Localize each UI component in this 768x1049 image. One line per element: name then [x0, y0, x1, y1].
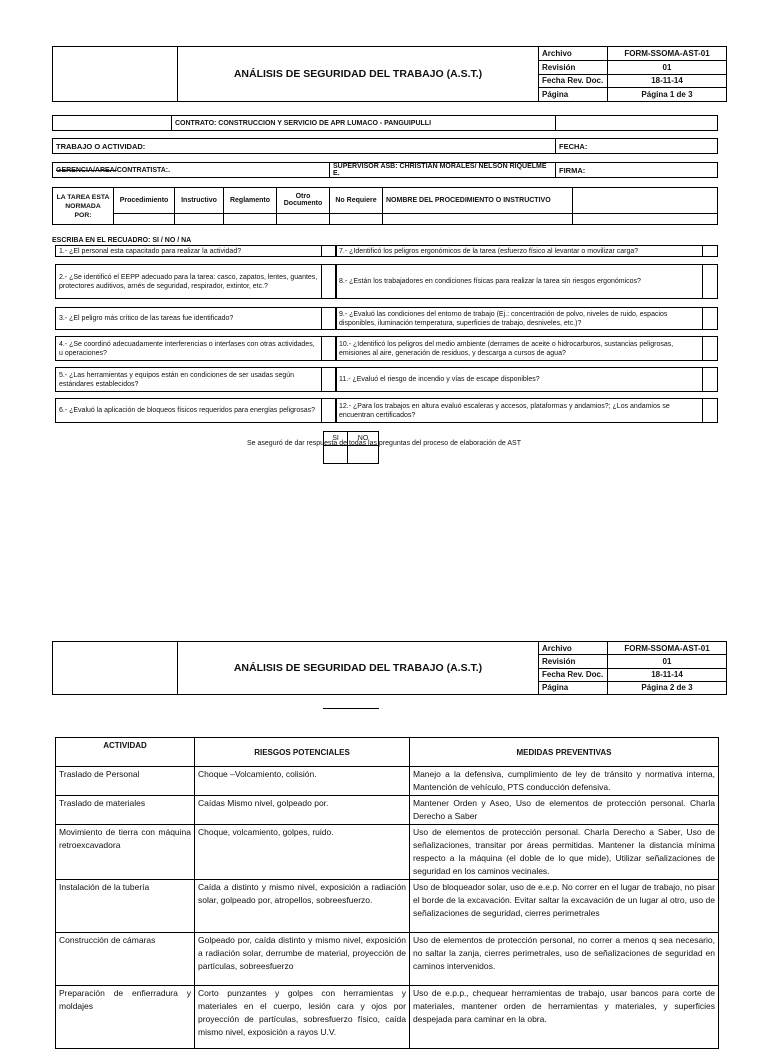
- file-label-2: Archivo: [539, 642, 608, 655]
- question-12: 12.- ¿Para los trabajos en altura evaluó escaleras y accesos, plataformas y andamios?; ¿Los andamios se encuentran certificados?: [336, 399, 703, 423]
- risks-cell: Corto punzantes y golpes con herramientas y materiales en el cuerpo, lesión cara y ojos por proyección de partículas, sobresfuerzo físico, caída mismo nivel, exposición a rayos U.V.: [195, 986, 410, 1049]
- instruction-text: ESCRIBA EN EL RECUADRO: SI / NO / NA: [52, 237, 192, 244]
- answer-7[interactable]: [703, 246, 718, 257]
- date-label[interactable]: FECHA:: [556, 139, 718, 154]
- file-value-2: FORM-SSOMA-AST-01: [608, 642, 727, 655]
- answer-11[interactable]: [703, 368, 718, 392]
- logo-placeholder-2: [53, 642, 178, 695]
- activity-cell: Preparación de enfierradura y moldajes: [56, 986, 195, 1049]
- answer-12[interactable]: [703, 399, 718, 423]
- form-header-page-1: [52, 46, 727, 102]
- question-11: 11.- ¿Evaluó el riesgo de incendio y vías de escape disponibles?: [336, 368, 703, 392]
- revision-value-2: 01: [608, 655, 727, 668]
- revision-label-2: Revisión: [539, 655, 608, 668]
- work-row: [52, 138, 718, 154]
- col-not-required: No Requiere: [330, 188, 383, 214]
- questions-right: [335, 245, 718, 257]
- measures-cell: Mantener Orden y Aseo, Uso de elementos de protección personal. Charla Derecho a Saber: [410, 796, 719, 825]
- check-regulation[interactable]: [224, 213, 277, 224]
- confirmation-text: Se aseguró de dar respuesta de todas las preguntas del proceso de elaboración de AST: [247, 440, 521, 447]
- management-struck-label: GERENCIA/AREA/: [56, 166, 117, 174]
- table-row: [56, 880, 719, 933]
- date-rev-label-2: Fecha Rev. Doc.: [539, 668, 608, 681]
- question-7: 7.- ¿Identificó los peligros ergonómicos de la tarea (esfuerzo físico al levantar o movilizar carga?: [336, 246, 703, 257]
- question-5: 5.- ¿Las herramientas y equipos están en condiciones de ser usadas según estándares establecidos?: [56, 368, 322, 392]
- measures-cell: Uso de e.p.p., chequear herramientas de trabajo, usar bancos para corte de materiales, mantener orden de herramientas y materiales, y superficies despejada para caminar en la obra.: [410, 986, 719, 1049]
- table-row: [56, 986, 719, 1049]
- management-row: [52, 162, 718, 178]
- risk-table: [55, 737, 719, 1049]
- col-procedure-name: NOMBRE DEL PROCEDIMIENTO O INSTRUCTIVO: [383, 188, 573, 214]
- contract-row: [52, 115, 718, 131]
- normed-question: LA TAREA ESTA NORMADA POR:: [53, 188, 114, 225]
- procedure-name-input[interactable]: [383, 213, 573, 224]
- revision-value: 01: [608, 60, 727, 74]
- header-risks: RIESGOS POTENCIALES: [195, 738, 410, 767]
- risks-cell: Choque –Volcamiento, colisión.: [195, 767, 410, 796]
- activity-cell: Instalación de la tubería: [56, 880, 195, 933]
- form-header-page-2: [52, 641, 727, 695]
- contract-extra-cell[interactable]: [556, 116, 718, 131]
- question-8: 8.- ¿Están los trabajadores en condiciones físicas para realizar la tarea sin riesgos ergonómicos?: [336, 265, 703, 299]
- table-row: [56, 933, 719, 986]
- signature-label[interactable]: FIRMA:: [556, 163, 718, 178]
- page-value: Página 1 de 3: [608, 88, 727, 102]
- risks-cell: Caídas Mismo nivel, golpeado por.: [195, 796, 410, 825]
- answer-9[interactable]: [703, 308, 718, 330]
- measures-cell: Uso de elementos de protección personal. Charla Derecho a Saber, Uso de señalizaciones, transitar por áreas permitidas. Mantener la distancia mínima respecto a la máquina (el doble de lo que mide), Utilizar señalizaciones de seguridad en los caminos vecinales.: [410, 825, 719, 880]
- measures-cell: Uso de bloqueador solar, uso de e.e.p. No correr en el lugar de trabajo, no pisar el borde de la excavación. Evitar saltar la excavación de un lugar al otro, uso de señalizaciones de seguridad, cierres perimetrales: [410, 880, 719, 933]
- normed-table: [52, 187, 718, 225]
- activity-cell: Traslado de Personal: [56, 767, 195, 796]
- question-3: 3.- ¿El peligro más crítico de las tareas fue identificado?: [56, 308, 322, 330]
- check-other-document[interactable]: [277, 213, 330, 224]
- header-activity: ACTIVIDAD: [56, 738, 195, 767]
- file-value: FORM-SSOMA-AST-01: [608, 47, 727, 61]
- col-instructive: Instructivo: [175, 188, 224, 214]
- check-instructive[interactable]: [175, 213, 224, 224]
- no-box[interactable]: [348, 446, 379, 464]
- date-rev-value-2: 18-11-14: [608, 668, 727, 681]
- activity-cell: Traslado de materiales: [56, 796, 195, 825]
- yes-label: SI: [324, 432, 348, 446]
- risks-cell: Caída a distinto y mismo nivel, exposición a radiación solar, golpeado por, atropellos, sobreesfuerzo.: [195, 880, 410, 933]
- answer-8[interactable]: [703, 265, 718, 299]
- separator-line: [323, 708, 379, 709]
- measures-cell: Uso de elementos de protección personal, no correr a menos q sea necesario, no saltar la zanja, cierres perimetrales, uso de señalizaciones de seguridad en caminos intervenidos.: [410, 933, 719, 986]
- page-value-2: Página 2 de 3: [608, 681, 727, 694]
- confirmation-table: [323, 431, 379, 464]
- check-procedure[interactable]: [114, 213, 175, 224]
- activity-cell: Movimiento de tierra con máquina retroexcavadora: [56, 825, 195, 880]
- col-other-document: Otro Documento: [277, 188, 330, 214]
- question-2: 2.- ¿Se identificó el EEPP adecuado para la tarea: casco, zapatos, lentes, guantes, protectores auditivos, arnés de seguridad, respirador, extintor, etc.?: [56, 265, 322, 299]
- form-title-2: ANÁLISIS DE SEGURIDAD DEL TRABAJO (A.S.T.): [178, 642, 539, 695]
- work-label: TRABAJO O ACTIVIDAD:: [53, 139, 556, 154]
- risks-cell: Golpeado por, caída distinto y mismo nivel, exposición a radiación solar, derrumbe de material, proyección de partículas, sobreesfuerzo: [195, 933, 410, 986]
- yes-box[interactable]: [324, 446, 348, 464]
- date-rev-value: 18-11-14: [608, 74, 727, 88]
- col-procedure: Procedimiento: [114, 188, 175, 214]
- check-not-required[interactable]: [330, 213, 383, 224]
- question-4: 4.- ¿Se coordinó adecuadamente interferencias o interfases con otras actividades, u operaciones?: [56, 337, 322, 361]
- table-row: [56, 767, 719, 796]
- risks-cell: Choque, volcamiento, golpes, ruido.: [195, 825, 410, 880]
- date-rev-label: Fecha Rev. Doc.: [539, 74, 608, 88]
- question-10: 10.- ¿Identificó los peligros del medio ambiente (derrames de aceite o hidrocarburos, sustancias peligrosas, emisiones al aire, generación de residuos, y descarga a cursos de agua?: [336, 337, 703, 361]
- page-label: Página: [539, 88, 608, 102]
- revision-label: Revisión: [539, 60, 608, 74]
- header-measures: MEDIDAS PREVENTIVAS: [410, 738, 719, 767]
- questions-left: [55, 245, 337, 257]
- table-row: [56, 796, 719, 825]
- table-row: [56, 825, 719, 880]
- question-1: 1.- ¿El personal esta capacitado para realizar la actividad?: [56, 246, 322, 257]
- activity-cell: Construcción de cámaras: [56, 933, 195, 986]
- no-label: NO: [348, 432, 379, 446]
- answer-10[interactable]: [703, 337, 718, 361]
- col-regulation: Reglamento: [224, 188, 277, 214]
- question-9: 9.- ¿Evaluó las condiciones del entorno de trabajo (Ej.: concentración de polvo, niveles de ruido, espacios disponibles, iluminación temperatura, superficies de trabajo, desniveles, etc.)?: [336, 308, 703, 330]
- question-6: 6.- ¿Evaluó la aplicación de bloqueos físicos requeridos para energías peligrosas?: [56, 399, 322, 423]
- form-title: ANÁLISIS DE SEGURIDAD DEL TRABAJO (A.S.T.): [178, 47, 539, 102]
- supervisor-text: SUPERVISOR ASB: CHRISTIAN MORALES/ NELSON RIQUELME E.: [330, 163, 556, 178]
- contract-text: CONTRATO: CONSTRUCCION Y SERVICIO DE APR LUMACO - PANGUIPULLI: [172, 116, 556, 131]
- page-label-2: Página: [539, 681, 608, 694]
- measures-cell: Manejo a la defensiva, cumplimiento de ley de tránsito y normativa interna, Mantención de vehículo, PTS conducción defensiva.: [410, 767, 719, 796]
- file-label: Archivo: [539, 47, 608, 61]
- contractor-label: CONTRATISTA:.: [116, 166, 171, 174]
- logo-placeholder: [53, 47, 178, 102]
